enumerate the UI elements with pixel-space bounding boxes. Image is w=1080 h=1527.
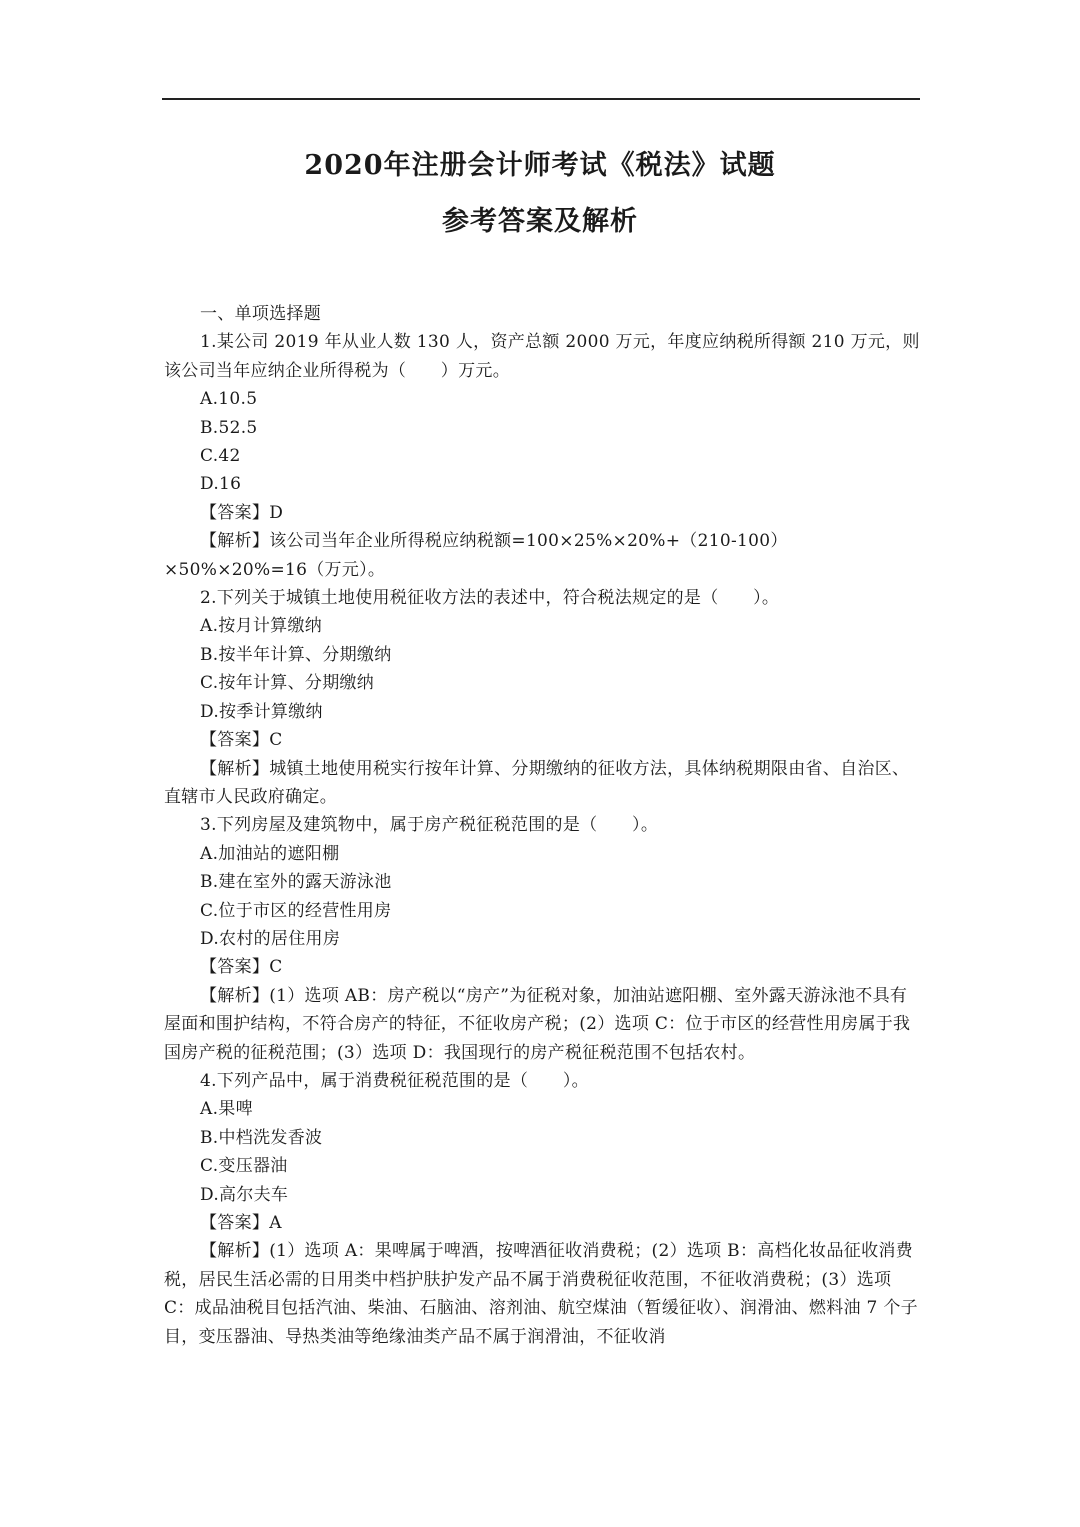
analysis: 【解析】(1）选项 A：果啤属于啤酒，按啤酒征收消费税；(2）选项 B：高档化妆品征收消费税，居民生活必需的日用类中档护肤护发产品不属于消费税征收范围，不征收消费税；(3）选项 C：成品油税目包括汽油、柴油、石脑油、溶剂油、航空煤油（暂缓征收）、润滑油、燃料油 7 个子目，变压器油、导热类油等绝缘油类产品不属于润滑油，不征收消: [164, 1241, 918, 1347]
option-a: A.按月计算缴纳: [200, 616, 323, 637]
option-d: D.按季计算缴纳: [200, 701, 323, 722]
option-a: A.10.5: [200, 389, 258, 410]
answer: 【答案】C: [200, 730, 283, 751]
analysis: 【解析】该公司当年企业所得税应纳税额=100×25%×20%+（210-100）×50%×20%=16（万元）。: [164, 531, 788, 580]
option-c: C.变压器油: [200, 1156, 288, 1177]
document-body: [164, 300, 920, 1351]
analysis: 【解析】(1）选项 AB：房产税以“房产”为征税对象，加油站遮阳棚、室外露天游泳池不具有屋面和围护结构，不符合房产的特征，不征收房产税；(2）选项 C：位于市区的经营性用房属于我国房产税的征税范围；(3）选项 D：我国现行的房产税征税范围不包括农村。: [164, 985, 911, 1063]
option-b: B.建在室外的露天游泳池: [200, 872, 392, 893]
option-d: D.农村的居住用房: [200, 928, 341, 949]
question-stem: 1.某公司 2019 年从业人数 130 人，资产总额 2000 万元，年度应纳税所得额 210 万元，则该公司当年应纳企业所得税为（ ）万元。: [164, 332, 920, 381]
question-4: [164, 1067, 920, 1351]
question-2: [164, 584, 920, 811]
option-c: C.位于市区的经营性用房: [200, 900, 392, 921]
document-subtitle: 参考答案及解析: [442, 206, 638, 237]
section-heading: 一、单项选择题: [200, 304, 322, 324]
answer: 【答案】A: [200, 1213, 282, 1233]
option-b: B.中档洗发香波: [200, 1127, 323, 1148]
question-stem: 4.下列产品中，属于消费税征税范围的是（ ）。: [200, 1070, 589, 1091]
question-stem: 2.下列关于城镇土地使用税征收方法的表述中，符合税法规定的是（ ）。: [200, 588, 780, 609]
option-d: D.高尔夫车: [200, 1184, 289, 1205]
question-3: [164, 811, 920, 1067]
option-a: A.加油站的遮阳棚: [200, 843, 340, 864]
option-b: B.52.5: [200, 417, 258, 438]
answer: 【答案】C: [200, 957, 283, 978]
document-title: 2020年注册会计师考试《税法》试题: [304, 150, 776, 181]
option-c: C.42: [200, 446, 241, 467]
option-a: A.果啤: [200, 1099, 253, 1120]
answer: 【答案】D: [200, 502, 284, 523]
option-c: C.按年计算、分期缴纳: [200, 673, 375, 694]
option-b: B.按半年计算、分期缴纳: [200, 644, 392, 665]
question-1: [164, 328, 920, 584]
question-stem: 3.下列房屋及建筑物中，属于房产税征税范围的是（ ）。: [200, 815, 659, 836]
analysis: 【解析】城镇土地使用税实行按年计算、分期缴纳的征收方法，具体纳税期限由省、自治区、直辖市人民政府确定。: [164, 758, 910, 807]
header-rule: [162, 98, 920, 100]
option-d: D.16: [200, 474, 242, 495]
